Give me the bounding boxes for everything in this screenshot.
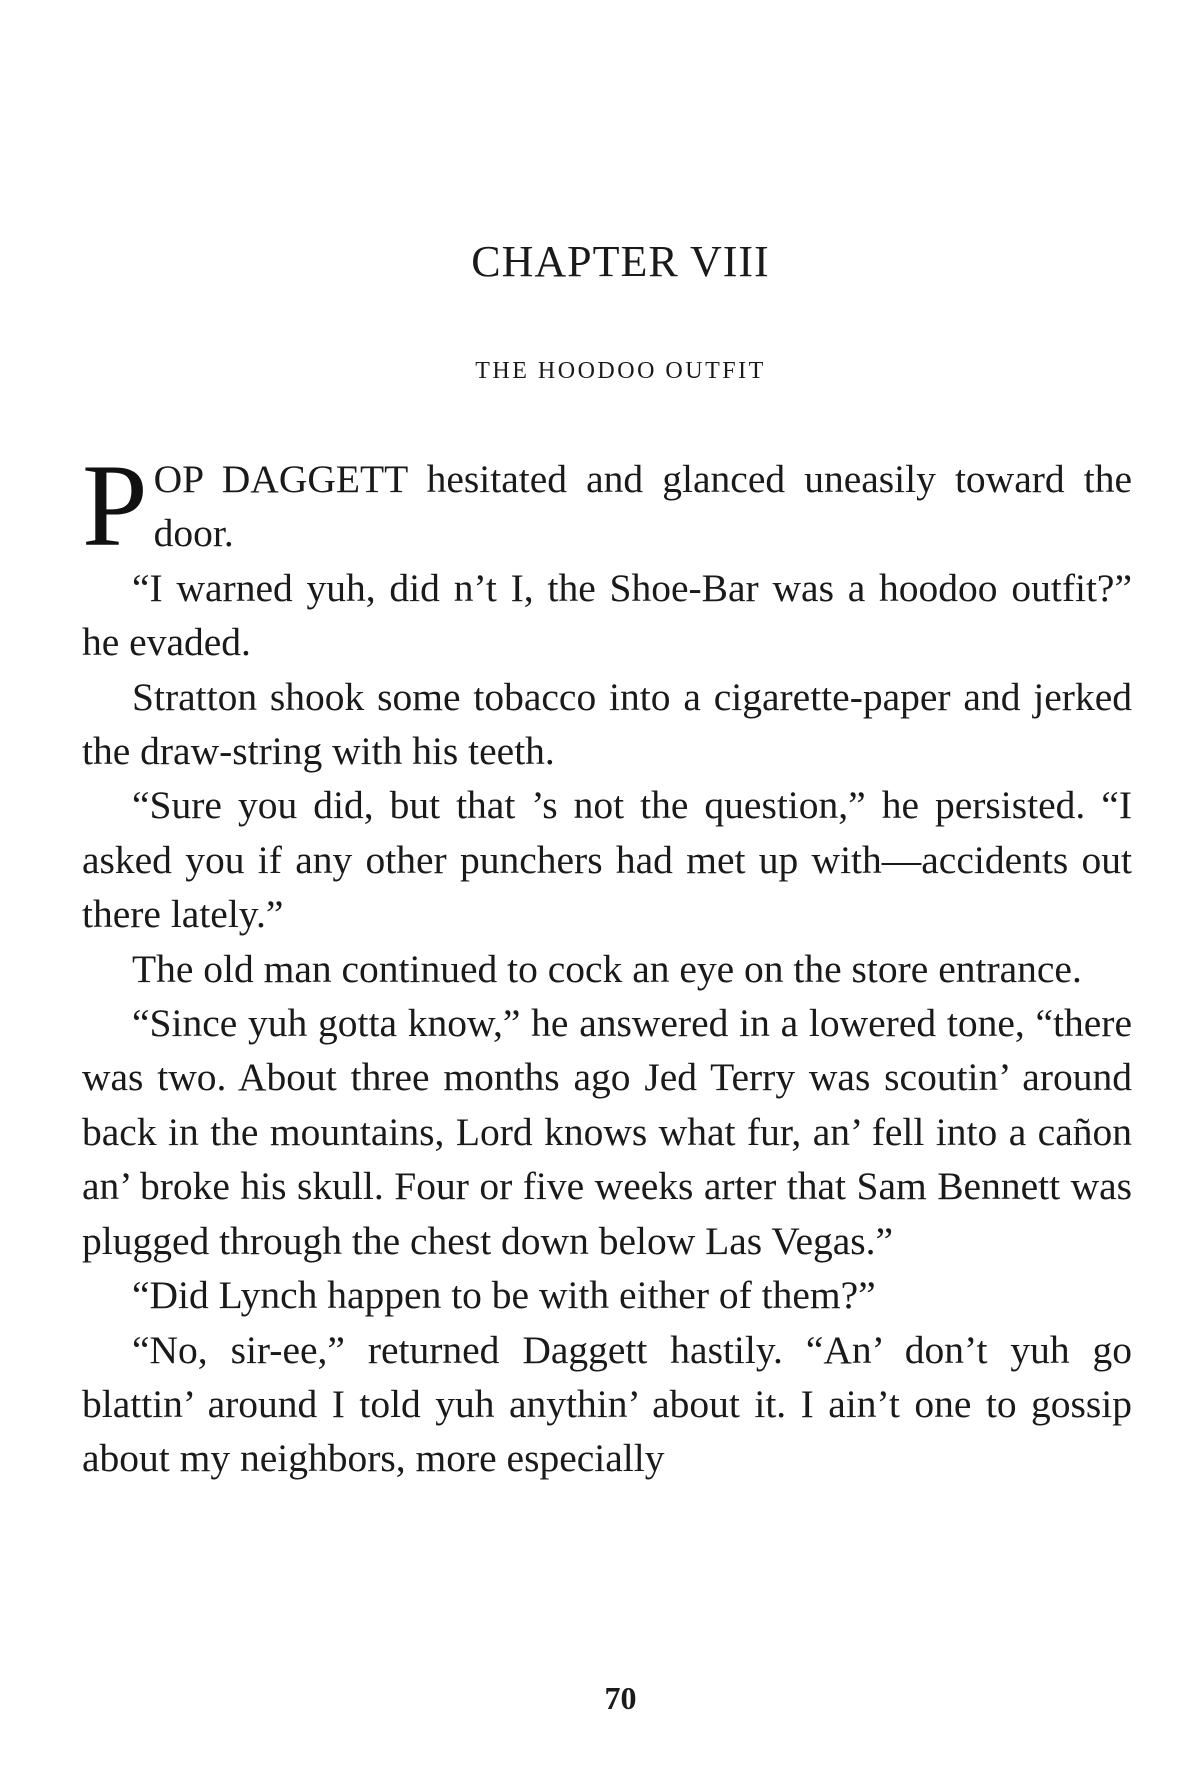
chapter-subtitle: THE HOODOO OUTFIT — [475, 358, 766, 384]
body-text — [82, 440, 1132, 1486]
paragraph-text: OP DAGGETT hesitated and glanced uneasily toward the door. — [153, 457, 1132, 556]
paragraph — [82, 440, 1132, 571]
paragraph: “No, sir-ee,” returned Daggett hastily. “An’ don’t yuh go blattin’ around I told yuh anythin’ about it. I ain’t one to gossip about my neighbors, more especially — [82, 1327, 1132, 1481]
paragraph: “Since yuh gotta know,” he answered in a lowered tone, “there was two. About three months ago Jed Terry was scoutin’ around back in the mountains, Lord knows what fur, an’ fell into a cañon an’ broke his skull. Four or five weeks arter that Sam Bennett was plugged through the chest down below Las Vegas.” — [82, 1001, 1132, 1263]
paragraph: Stratton shook some tobacco into a cigarette-paper and jerked the draw-string with his teeth. — [82, 674, 1132, 774]
page-number: 70 — [604, 1680, 637, 1716]
drop-cap: P — [82, 440, 148, 571]
paragraph: “I warned yuh, did n’t I, the Shoe-Bar was a hoodoo outfit?” he evaded. — [82, 565, 1132, 665]
paragraph: The old man continued to cock an eye on the store entrance. — [132, 946, 1082, 991]
paragraph: “Sure you did, but that ’s not the question,” he persisted. “I asked you if any other punchers had met up with—accidents out there lately.” — [82, 783, 1132, 937]
chapter-title: CHAPTER VIII — [471, 237, 770, 286]
paragraph: “Did Lynch happen to be with either of them?” — [132, 1273, 876, 1318]
